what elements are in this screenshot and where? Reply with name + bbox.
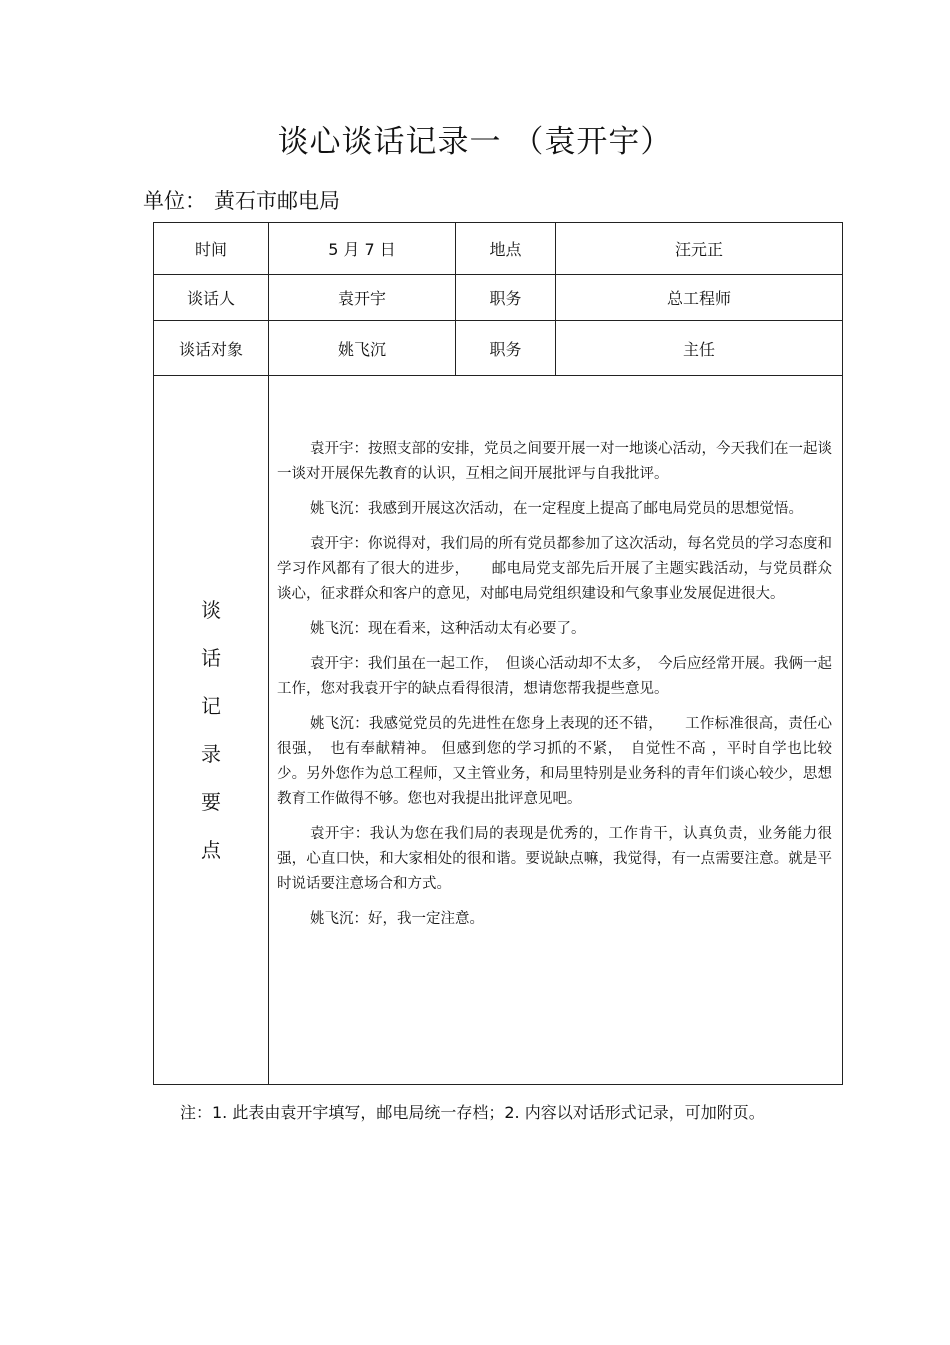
notes-label-char: 记 [201,694,221,718]
table-row-notes [154,376,843,1085]
dialogue-paragraph: 袁开宇：我们虽在一起工作， 但谈心活动却不太多， 今后应经常开展。我俩一起工作，您对我袁开宇的缺点看得很清，想请您帮我提些意见。 [277,656,832,697]
notes-label-char: 话 [201,646,221,670]
time-value: 5 月 7 日 [269,223,456,275]
dialogue-paragraph: 姚飞沉：我感到开展这次活动，在一定程度上提高了邮电局党员的思想觉悟。 [310,501,803,517]
notes-label-char: 谈 [201,598,221,622]
dialogue-paragraph: 袁开宇：你说得对，我们局的所有党员都参加了这次活动，每名党员的学习态度和学习作风都有了很大的进步， 邮电局党支部先后开展了主题实践活动，与党员群众谈心，征求群众和客户的意见，对邮电局党组织建设和气象事业发展促进很大。 [277,536,832,602]
dialogue-paragraph: 姚飞沉：我感觉党员的先进性在您身上表现的还不错， 工作标准很高，责任心很强， 也有奉献精神。 但感到您的学习抓的不紧， 自觉性不高 ，平时自学也比较少。另外您作为总工程师，又主管业务，和局里特别是业务科的青年们谈心较少，思想教育工作做得不够。您也对我提出批评意见吧。 [277,716,832,807]
location-label: 地点 [456,223,556,275]
notes-label-char: 录 [201,742,221,766]
talker-position-label: 职务 [456,275,556,321]
target-value: 姚飞沉 [269,321,456,376]
notes-label-char: 要 [201,790,221,814]
unit-label: 单位： [143,189,206,213]
dialogue-paragraph: 袁开宇：我认为您在我们局的表现是优秀的，工作肯干，认真负责，业务能力很强，心直口快，和大家相处的很和谐。要说缺点嘛，我觉得，有一点需要注意。就是平时说话要注意场合和方式。 [277,826,832,892]
footnote: 注：1. 此表由袁开宇填写，邮电局统一存档；2. 内容以对话形式记录，可加附页。 [180,1103,765,1122]
target-label: 谈话对象 [154,321,269,376]
time-label: 时间 [154,223,269,275]
notes-label-char: 点 [201,838,221,862]
dialogue-paragraph: 袁开宇：按照支部的安排，党员之间要开展一对一地谈心活动，今天我们在一起谈一谈对开展保先教育的认识，互相之间开展批评与自我批评。 [277,441,832,482]
dialogue-content [269,376,842,932]
talk-record-table [153,222,843,1085]
table-row-target [154,321,843,376]
talker-label: 谈话人 [154,275,269,321]
target-position-value: 主任 [556,321,843,376]
talker-position-value: 总工程师 [556,275,843,321]
talker-value: 袁开宇 [269,275,456,321]
table-row-talker [154,275,843,321]
unit-line [143,186,340,216]
unit-value: 黄石市邮电局 [214,189,340,213]
dialogue-paragraph: 姚飞沉：现在看来，这种活动太有必要了。 [310,621,586,637]
dialogue-paragraph: 姚飞沉：好，我一定注意。 [310,911,484,927]
target-position-label: 职务 [456,321,556,376]
notes-label-cell [154,376,269,1085]
notes-content-cell [269,376,843,1085]
location-value: 汪元正 [556,223,843,275]
table-row-time [154,223,843,275]
notes-vertical-label [154,586,268,874]
page-title: 谈心谈话记录一 （袁开宇） [277,124,673,160]
